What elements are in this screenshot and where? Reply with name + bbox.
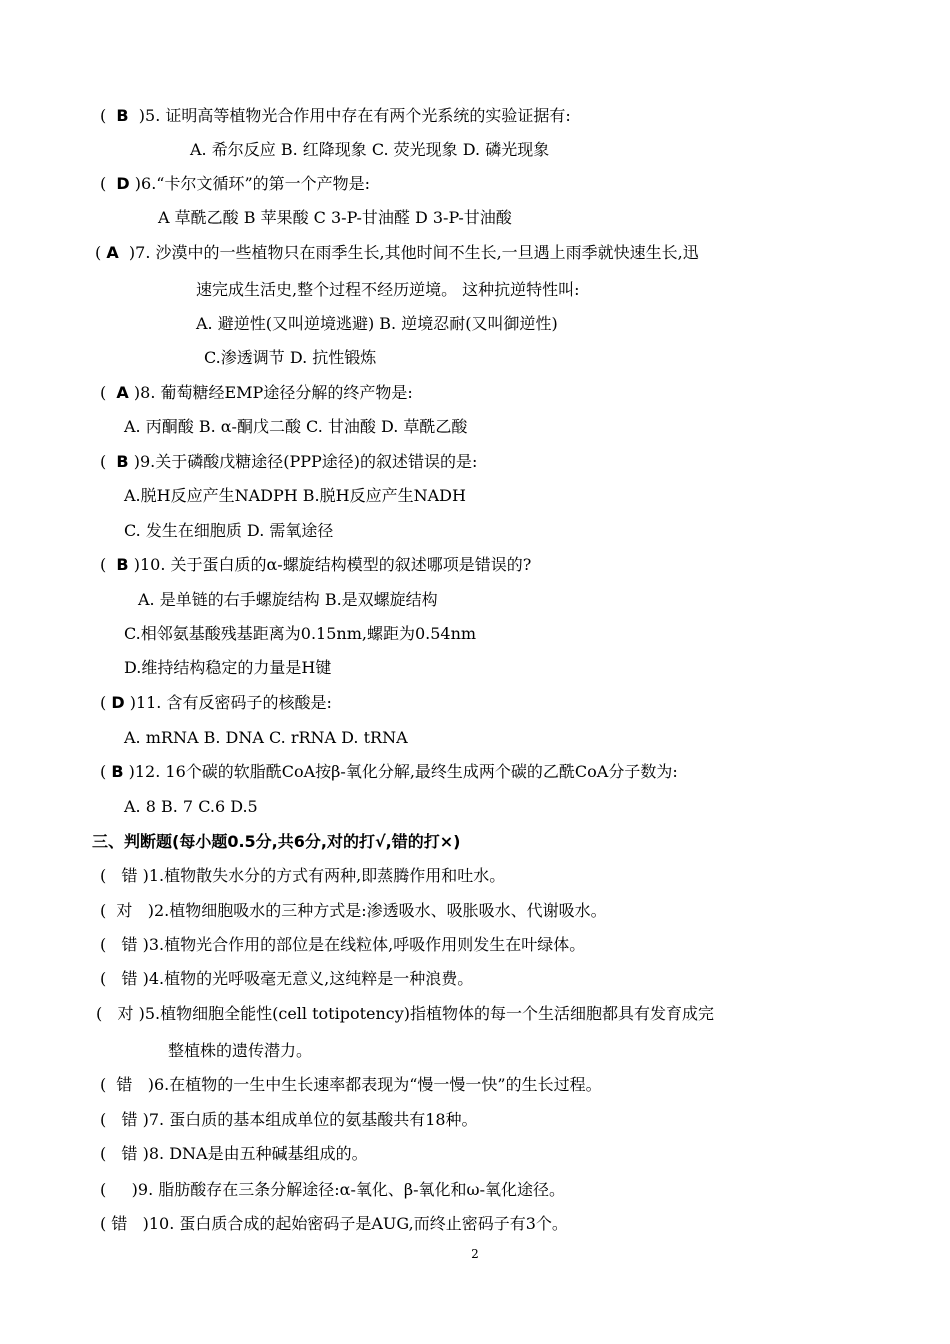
- answer-mark: 错: [121, 1144, 138, 1163]
- answer-mark: D: [116, 174, 130, 193]
- options-line: A. 丙酮酸 B. α-酮戊二酸 C. 甘油酸 D. 草酰乙酸: [124, 417, 468, 436]
- judgment-text: 1.植物散失水分的方式有两种,即蒸腾作用和吐水。: [148, 866, 506, 885]
- judgment-text: 9. 脂肪酸存在三条分解途径:α-氧化、β-氧化和ω-氧化途径。: [137, 1180, 565, 1199]
- question-line: ( B )5. 证明高等植物光合作用中存在有两个光系统的实验证据有:: [100, 106, 571, 125]
- judgment-text: 2.植物细胞吸水的三种方式是:渗透吸水、吸胀吸水、代谢吸水。: [153, 901, 607, 920]
- options-line: A.脱H反应产生NADPH B.脱H反应产生NADH: [124, 486, 466, 505]
- question-text: 12. 16个碳的软脂酰CoA按β-氧化分解,最终生成两个碳的乙酰CoA分子数为:: [134, 762, 678, 781]
- judgment-text: 4.植物的光呼吸毫无意义,这纯粹是一种浪费。: [148, 969, 474, 988]
- question-line: ( A )7. 沙漠中的一些植物只在雨季生长,其他时间不生长,一旦遇上雨季就快速生长,迅: [95, 243, 699, 262]
- question-line: ( A )8. 葡萄糖经EMP途径分解的终产物是:: [100, 383, 413, 402]
- judgment-line: ( 错 )4.植物的光呼吸毫无意义,这纯粹是一种浪费。: [100, 969, 474, 988]
- question-continuation: 速完成生活史,整个过程不经历逆境。 这种抗逆特性叫:: [196, 280, 580, 299]
- options-line: A 草酰乙酸 B 苹果酸 C 3-P-甘油醛 D 3-P-甘油酸: [158, 208, 512, 227]
- answer-mark: B: [116, 555, 129, 574]
- judgment-text: 7. 蛋白质的基本组成单位的氨基酸共有18种。: [148, 1110, 478, 1129]
- judgment-line: ( 错 )8. DNA是由五种碱基组成的。: [100, 1144, 368, 1163]
- judgment-line: ( 错 )1.植物散失水分的方式有两种,即蒸腾作用和吐水。: [100, 866, 506, 885]
- judgment-line: ( 错 )6.在植物的一生中生长速率都表现为“慢一慢一快”的生长过程。: [100, 1075, 602, 1094]
- question-line: ( B )12. 16个碳的软脂酰CoA按β-氧化分解,最终生成两个碳的乙酰CoA分子数为:: [100, 762, 678, 781]
- question-line: ( B )9.关于磷酸戊糖途径(PPP途径)的叙述错误的是:: [100, 452, 478, 471]
- judgment-text: 6.在植物的一生中生长速率都表现为“慢一慢一快”的生长过程。: [153, 1075, 602, 1094]
- answer-mark: A: [106, 243, 119, 262]
- judgment-line: ( 错 )10. 蛋白质合成的起始密码子是AUG,而终止密码子有3个。: [100, 1214, 568, 1233]
- judgment-text: 3.植物光合作用的部位是在线粒体,呼吸作用则发生在叶绿体。: [148, 935, 586, 954]
- judgment-line: ( 对 )5.植物细胞全能性(cell totipotency)指植物体的每一个生活细胞都具有发育成完: [96, 1004, 715, 1023]
- answer-mark: B: [111, 762, 124, 781]
- options-line: A. 希尔反应 B. 红降现象 C. 荧光现象 D. 磷光现象: [190, 140, 550, 159]
- judgment-text: 10. 蛋白质合成的起始密码子是AUG,而终止密码子有3个。: [148, 1214, 568, 1233]
- options-line: A. 8 B. 7 C.6 D.5: [124, 797, 258, 816]
- question-line: ( B )10. 关于蛋白质的α-螺旋结构模型的叙述哪项是错误的?: [100, 555, 532, 574]
- judgment-line: ( 对 )2.植物细胞吸水的三种方式是:渗透吸水、吸胀吸水、代谢吸水。: [100, 901, 607, 920]
- answer-mark: A: [116, 383, 129, 402]
- options-line: D.维持结构稳定的力量是H键: [124, 658, 332, 677]
- answer-mark: 错: [121, 866, 138, 885]
- judgment-text: 5.植物细胞全能性(cell totipotency)指植物体的每一个生活细胞都具有发育成完: [144, 1004, 715, 1023]
- question-text: 11. 含有反密码子的核酸是:: [135, 693, 332, 712]
- options-line: C. 发生在细胞质 D. 需氧途径: [124, 521, 334, 540]
- options-line: A. mRNA B. DNA C. rRNA D. tRNA: [124, 728, 408, 747]
- answer-mark: 错: [121, 1110, 138, 1129]
- question-text: 7. 沙漠中的一些植物只在雨季生长,其他时间不生长,一旦遇上雨季就快速生长,迅: [135, 243, 699, 262]
- options-line: C.相邻氨基酸残基距离为0.15nm,螺距为0.54nm: [124, 624, 477, 643]
- answer-mark: 错: [121, 935, 138, 954]
- answer-mark: 对: [116, 901, 133, 920]
- options-line: A. 避逆性(又叫逆境逃避) B. 逆境忍耐(又叫御逆性): [196, 314, 558, 333]
- judgment-text: 8. DNA是由五种碱基组成的。: [148, 1144, 368, 1163]
- answer-mark: B: [116, 452, 129, 471]
- question-text: 5. 证明高等植物光合作用中存在有两个光系统的实验证据有:: [145, 106, 571, 125]
- options-line: A. 是单链的右手螺旋结构 B.是双螺旋结构: [138, 590, 438, 609]
- options-line: C.渗透调节 D. 抗性锻炼: [204, 348, 377, 367]
- answer-mark: 对: [117, 1004, 134, 1023]
- judgment-line: ( )9. 脂肪酸存在三条分解途径:α-氧化、β-氧化和ω-氧化途径。: [100, 1180, 565, 1199]
- question-text: 6.“卡尔文循环”的第一个产物是:: [141, 174, 371, 193]
- answer-mark: 错: [111, 1214, 128, 1233]
- answer-mark: B: [116, 106, 129, 125]
- answer-mark: 错: [116, 1075, 133, 1094]
- answer-mark: D: [111, 693, 125, 712]
- judgment-continuation: 整植株的遗传潜力。: [168, 1041, 313, 1060]
- question-text: 8. 葡萄糖经EMP途径分解的终产物是:: [140, 383, 413, 402]
- question-line: ( D )11. 含有反密码子的核酸是:: [100, 693, 332, 712]
- question-line: ( D )6.“卡尔文循环”的第一个产物是:: [100, 174, 371, 193]
- question-text: 9.关于磷酸戊糖途径(PPP途径)的叙述错误的是:: [139, 452, 478, 471]
- section-heading: 三、判断题(每小题0.5分,共6分,对的打√,错的打×): [92, 832, 461, 851]
- answer-mark: 错: [121, 969, 138, 988]
- judgment-line: ( 错 )7. 蛋白质的基本组成单位的氨基酸共有18种。: [100, 1110, 478, 1129]
- question-text: 10. 关于蛋白质的α-螺旋结构模型的叙述哪项是错误的?: [139, 555, 532, 574]
- page-number: 2: [471, 1247, 479, 1261]
- judgment-line: ( 错 )3.植物光合作用的部位是在线粒体,呼吸作用则发生在叶绿体。: [100, 935, 586, 954]
